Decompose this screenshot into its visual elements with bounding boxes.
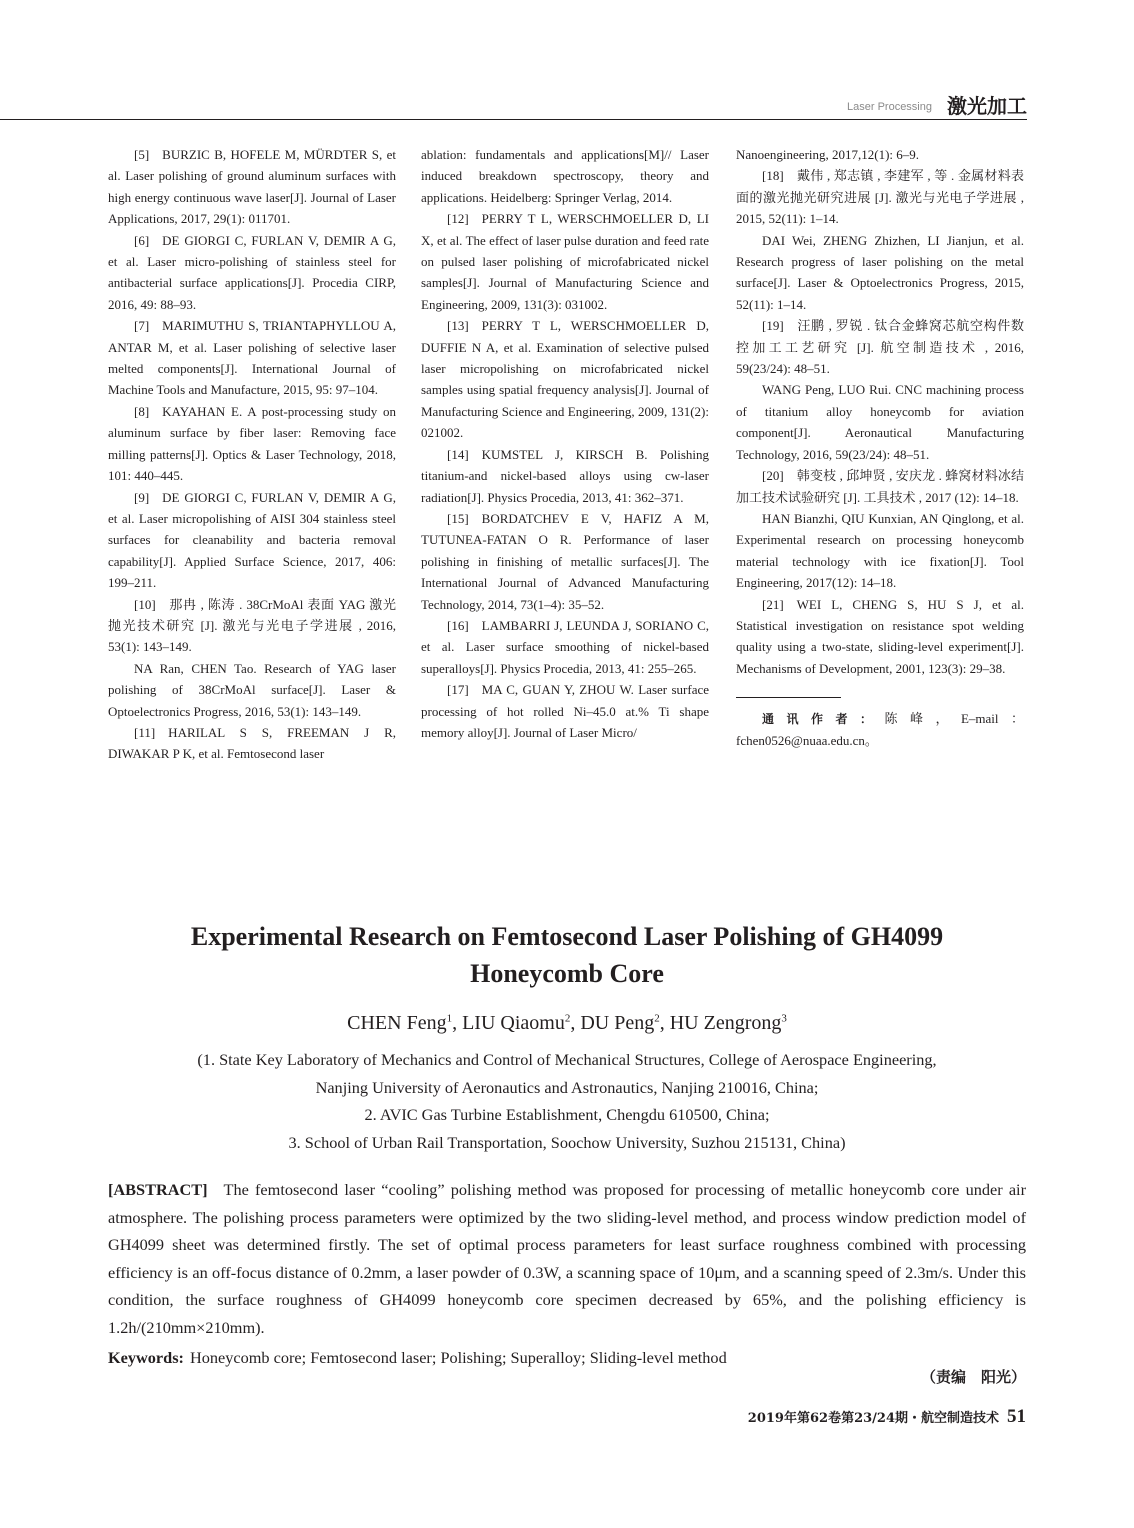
reference-entry: [16] LAMBARRI J, LEUNDA J, SORIANO C, et al. Laser surface smoothing of nickel-based superalloys[J]. Physics Procedia, 2013, 41: 255–265. bbox=[421, 617, 709, 676]
footnote-rule bbox=[736, 697, 841, 698]
reference-entry: [14] KUMSTEL J, KIRSCH B. Polishing titanium-and nickel-based alloys using cw-laser radiation[J]. Physics Procedia, 2013, 41: 362–371. bbox=[421, 446, 709, 505]
affiliation-line: 2. AVIC Gas Turbine Establishment, Chengdu 610500, China; bbox=[364, 1105, 770, 1124]
affiliations bbox=[60, 1046, 1074, 1156]
reference-entry: [9] DE GIORGI C, FURLAN V, DEMIR A G, et al. Laser micropolishing of AISI 304 stainless steel surfaces for cleanability and bacteria removal capability[J]. Applied Surface Science, 2017, 406: 199–211. bbox=[108, 489, 396, 591]
title-line-1: Experimental Research on Femtosecond Laser Polishing of GH4099 bbox=[190, 922, 944, 951]
affiliation-marker: 3 bbox=[781, 1012, 787, 1025]
journal-issue: 2019年第62卷第23/24期・航空制造技术 bbox=[747, 1411, 999, 1426]
keywords bbox=[108, 1344, 1026, 1371]
author-name: LIU Qiaomu bbox=[462, 1012, 565, 1034]
abstract bbox=[108, 1176, 1026, 1342]
affiliation-line: (1. State Key Laboratory of Mechanics and Control of Mechanical Structures, College of Aerospace Engineering, bbox=[197, 1050, 937, 1069]
reference-entry: [5] BURZIC B, HOFELE M, MÜRDTER S, et al. Laser polishing of ground aluminum surfaces with high energy continuous wave laser[J]. Journal of Laser Applications, 2017, 29(1): 011701. bbox=[108, 147, 396, 227]
abstract-label: [ABSTRACT] bbox=[108, 1180, 208, 1199]
reference-entry: [17] MA C, GUAN Y, ZHOU W. Laser surface processing of hot rolled Ni–45.0 at.% Ti shape memory alloy[J]. Journal of Laser Micro/ bbox=[421, 682, 709, 740]
reference-column-1 bbox=[108, 144, 396, 765]
keywords-label: Keywords: bbox=[108, 1348, 184, 1367]
reference-entry: [12] PERRY T L, WERSCHMOELLER D, LI X, et al. The effect of laser pulse duration and feed rate on pulsed laser polishing of microfabricated nickel samples[J]. Journal of Manufacturing Science and Engineering, 2009, 131(3): 031002. bbox=[421, 211, 709, 312]
page-footer bbox=[748, 1406, 1026, 1428]
author-name: HU Zengrong bbox=[669, 1012, 782, 1034]
reference-entry: WANG Peng, LUO Rui. CNC machining process of titanium alloy honeycomb for aviation component[J]. Aeronautical Manufacturing Technology, 2016, 59(23/24): 48–51. bbox=[736, 382, 1024, 462]
affiliation-marker: 2 bbox=[654, 1012, 660, 1025]
abstract-text: The femtosecond laser “cooling” polishing method was proposed for processing of metallic honeycomb core under air atmosphere. The polishing process parameters were optimized by the two sliding-level method, and process window prediction model of GH4099 sheet was determined firstly. The set of optimal process parameters for least surface roughness combined with processing efficiency is an off-focus distance of 0.2mm, a laser powder of 0.3W, a scanning space of 10μm, and a scanning speed of 2.3m/s. Under this condition, the surface roughness of GH4099 honeycomb core specimen decreased by 65%, and the polishing efficiency is 1.2h/(210mm×210mm). bbox=[108, 1180, 1026, 1337]
section-name-cn: 激光加工 bbox=[947, 94, 1027, 118]
reference-column-2 bbox=[421, 144, 709, 743]
reference-entry: [7] MARIMUTHU S, TRIANTAPHYLLOU A, ANTAR M, et al. Laser polishing of selective laser melted components[J]. International Journal of Machine Tools and Manufacture, 2015, 95: 97–104. bbox=[108, 318, 396, 398]
reference-entry: [8] KAYAHAN E. A post-processing study on aluminum surface by fiber laser: Removing face milling patterns[J]. Optics & Laser Technology, 2018, 101: 440–445. bbox=[108, 403, 396, 484]
author-separator: , bbox=[452, 1012, 463, 1034]
header-rule bbox=[0, 119, 1027, 120]
reference-entry: [15] BORDATCHEV E V, HAFIZ A M, TUTUNEA-FATAN O R. Performance of laser polishing in finishing of metallic surfaces[J]. The International Journal of Advanced Manufacturing Technology, 2014, 73(1–4): 35–52. bbox=[421, 510, 709, 612]
page-number: 51 bbox=[1007, 1406, 1026, 1427]
author-name: DU Peng bbox=[580, 1012, 655, 1034]
keywords-text: Honeycomb core; Femtosecond laser; Polishing; Superalloy; Sliding-level method bbox=[189, 1348, 727, 1367]
reference-entry: [21] WEI L, CHENG S, HU S J, et al. Statistical investigation on resistance spot welding quality using a two-state, sliding-level experiment[J]. Mechanisms of Development, 2001, 123(3): 29–38. bbox=[736, 596, 1024, 676]
section-name-en: Laser Processing bbox=[847, 101, 932, 113]
editor-note: （责编 阳光） bbox=[920, 1368, 1026, 1386]
reference-entry: [10] 那冉 , 陈涛 . 38CrMoAl 表面 YAG 激光抛光技术研究 [J]. 激光与光电子学进展 , 2016, 53(1): 143–149. bbox=[108, 596, 396, 655]
reference-entry: NA Ran, CHEN Tao. Research of YAG laser polishing of 38CrMoAl surface[J]. Laser & Optoelectronics Progress, 2016, 53(1): 143–149. bbox=[108, 660, 396, 719]
reference-entry: DAI Wei, ZHENG Zhizhen, LI Jianjun, et al. Research progress of laser polishing on the metal surface[J]. Laser & Optoelectronics Progress, 2015, 52(11): 1–14. bbox=[736, 232, 1024, 312]
correspondence-text: 陈峰，E–mail：fchen0526@nuaa.edu.cn。 bbox=[736, 711, 1024, 749]
affiliation-marker: 2 bbox=[564, 1012, 571, 1025]
reference-entry: [6] DE GIORGI C, FURLAN V, DEMIR A G, et al. Laser micro-polishing of stainless steel for antibacterial surface applications[J]. Procedia CIRP, 2016, 49: 88–93. bbox=[108, 232, 396, 312]
reference-entry: ablation: fundamentals and applications[M]// Laser induced breakdown spectroscopy, theory and applications. Heidelberg: Springer Verlag, 2014. bbox=[421, 147, 709, 205]
reference-list bbox=[736, 144, 1024, 679]
reference-entry: [20] 韩变枝 , 邱坤贤 , 安庆龙 . 蜂窝材料冰结加工技术试验研究 [J]. 工具技术 , 2017 (12): 14–18. bbox=[736, 468, 1024, 505]
author-name: CHEN Feng bbox=[347, 1012, 447, 1034]
running-header bbox=[0, 92, 1027, 118]
article-title bbox=[60, 918, 1074, 992]
reference-entry: [18] 戴伟 , 郑志镇 , 李建军 , 等 . 金属材料表面的激光抛光研究进展 [J]. 激光与光电子学进展 , 2015, 52(11): 1–14. bbox=[736, 168, 1024, 227]
reference-entry: [13] PERRY T L, WERSCHMOELLER D, DUFFIE N A, et al. Examination of selective pulsed laser micropolishing on microfabricated nickel samples using spatial frequency analysis[J]. Journal of Manufacturing Science and Engineering, 2009, 131(2): 021002. bbox=[421, 318, 709, 441]
correspondence-note bbox=[736, 708, 1024, 751]
affiliation-marker: 1 bbox=[446, 1012, 453, 1025]
author-separator: , bbox=[570, 1012, 581, 1034]
author-list bbox=[60, 1012, 1074, 1035]
affiliation-line: Nanjing University of Aeronautics and Astronautics, Nanjing 210016, China; bbox=[315, 1077, 819, 1097]
reference-entry: [11] HARILAL S S, FREEMAN J R, DIWAKAR P K, et al. Femtosecond laser bbox=[108, 724, 396, 762]
reference-entry: HAN Bianzhi, QIU Kunxian, AN Qinglong, et al. Experimental research on processing honeycomb material technology with ice fixation[J]. Tool Engineering, 2017(12): 14–18. bbox=[736, 510, 1024, 591]
title-line-2: Honeycomb Core bbox=[470, 959, 664, 988]
affiliation-line: 3. School of Urban Rail Transportation, Soochow University, Suzhou 215131, China) bbox=[288, 1132, 846, 1152]
reference-entry: [19] 汪鹏 , 罗锐 . 钛合金蜂窝芯航空构件数控加工工艺研究 [J]. 航空制造技术 , 2016, 59(23/24): 48–51. bbox=[736, 318, 1024, 377]
author-separator: , bbox=[659, 1012, 670, 1034]
reference-entry: Nanoengineering, 2017,12(1): 6–9. bbox=[736, 147, 920, 162]
correspondence-label: 通讯作者： bbox=[762, 712, 885, 727]
reference-column-3 bbox=[736, 144, 1024, 751]
